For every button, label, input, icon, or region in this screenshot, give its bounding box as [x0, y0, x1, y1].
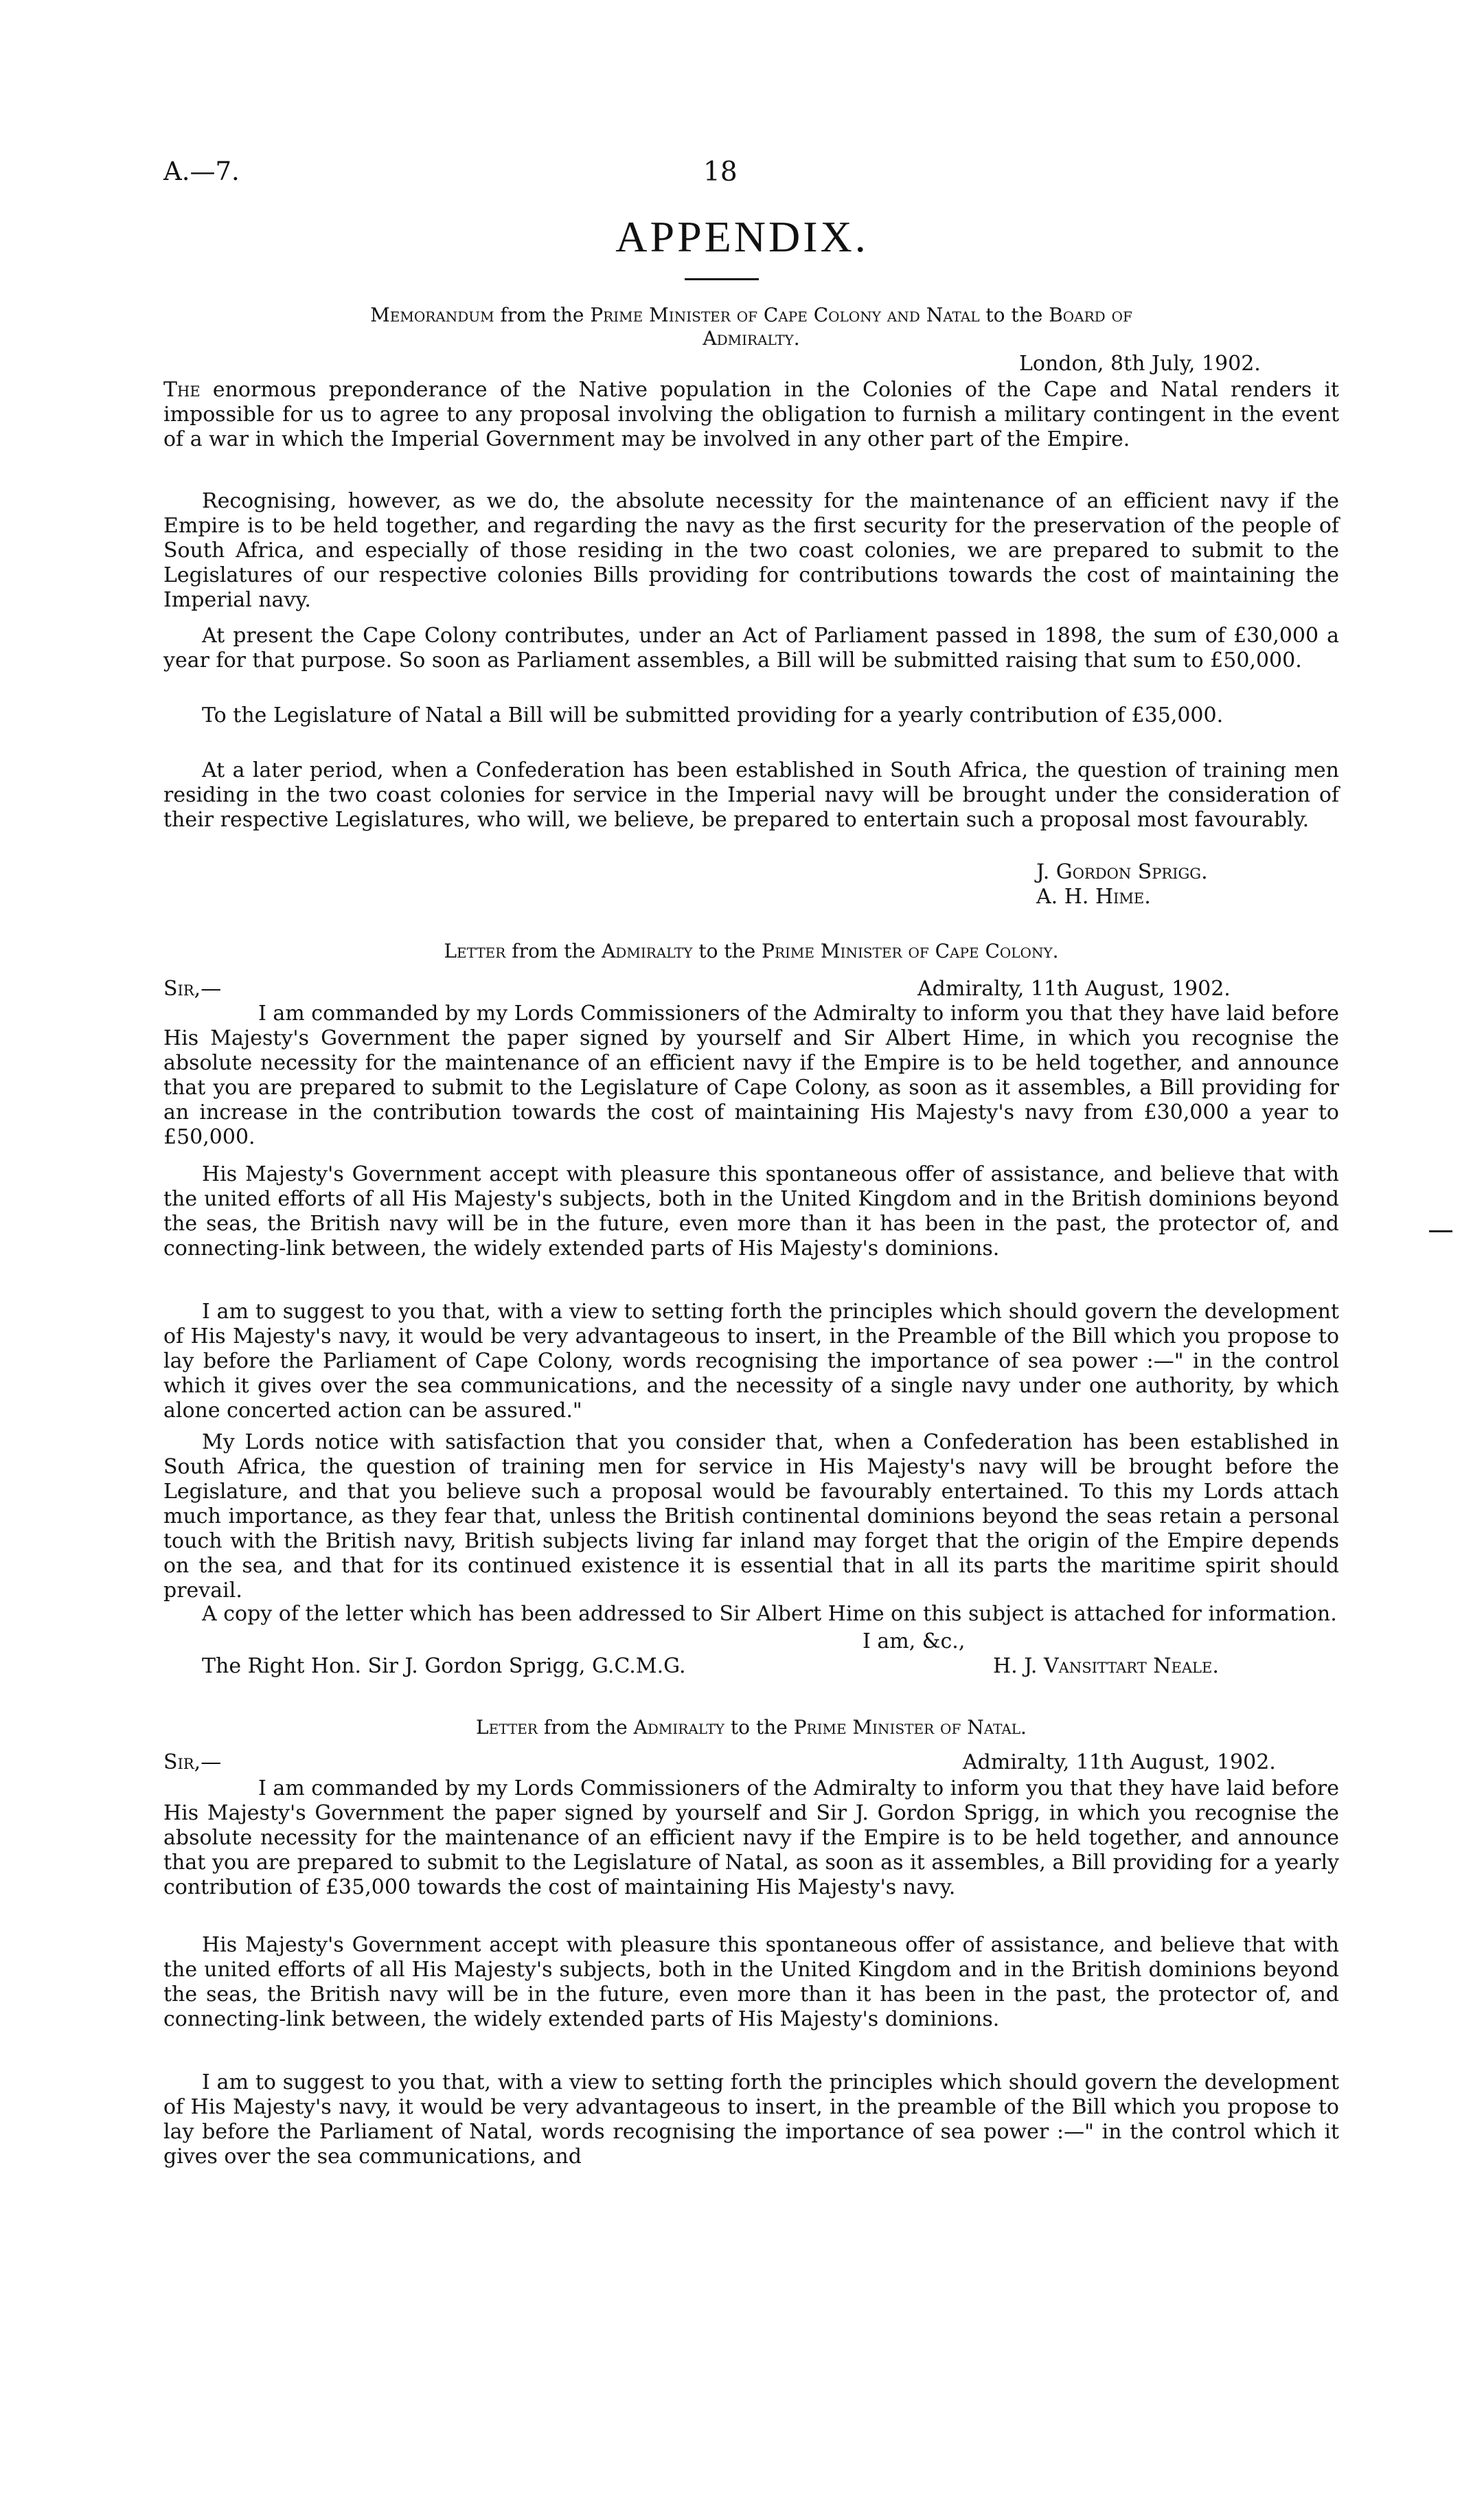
memo-dateline: London, 8th July, 1902.: [1019, 352, 1261, 376]
memo-paragraph-2: Recognising, however, as we do, the absolute necessity for the maintenance of an efficient navy if the Empire is to be held together, and regarding the navy as the first security for the preservation of the people of South Africa, and especially of those residing in the two coast colonies, we are prepared to submit to the Legislatures of our respective colonies Bills providing for contributions towards the cost of maintaining the Imperial navy.: [163, 489, 1339, 612]
memo-paragraph-5: At a later period, when a Confederation has been established in South Africa, the question of training men residing in the two coast colonies for service in the Imperial navy will be brought under the consideration of their respective Legislatures, who will, we believe, be prepared to entertain such a proposal most favourably.: [163, 758, 1339, 832]
letter1-heading: Letter from the Admiralty to the Prime Minister of Cape Colony.: [444, 940, 1059, 962]
letter1-paragraph-3: I am to suggest to you that, with a view to setting forth the principles which should govern the development of His Majesty's navy, it would be very advantageous to insert, in the Preamble of the Bill which you propose to lay before the Parliament of Cape Colony, words recognising the importance of sea power :—" in the control which it gives over the sea communications, and the necessity of a single navy under one authority, by which alone concerted action can be assured.": [163, 1300, 1339, 1423]
memo-heading: Memorandum from the Prime Minister of Cape Colony and Natal to the Board of Admiralty.: [370, 304, 1132, 350]
margin-mark: [1429, 1230, 1452, 1232]
page-title: APPENDIX.: [615, 212, 869, 261]
memo-paragraph-4: To the Legislature of Natal a Bill will be submitted providing for a yearly contribution of £35,000.: [202, 703, 1224, 727]
letter2-paragraph-2: His Majesty's Government accept with pleasure this spontaneous offer of assistance, and believe that with the united efforts of all His Majesty's subjects, both in the United Kingdom and in the British dominions beyond the seas, the British navy will be in the future, even more than it has been in the past, the protector of, and connecting-link between, the widely extended parts of His Majesty's dominions.: [163, 1933, 1339, 2031]
letter1-salutation: Sir,—: [163, 977, 222, 1001]
memo-paragraph-3: At present the Cape Colony contributes, under an Act of Parliament passed in 1898, the sum of £30,000 a year for that purpose. So soon as Parliament assembles, a Bill will be submitted raising that sum to £50,000.: [163, 624, 1339, 672]
title-rule: [685, 278, 759, 280]
letter1-addressee: The Right Hon. Sir J. Gordon Sprigg, G.C.M.G.: [202, 1654, 686, 1678]
letter1-paragraph-1: I am commanded by my Lords Commissioners of the Admiralty to inform you that they have laid before His Majesty's Government the paper signed by yourself and Sir Albert Hime, in which you recognise the absolute necessity for the maintenance of an efficient navy if the Empire is to be held together, and announce that you are prepared to submit to the Legislature of Cape Colony, as soon as it assembles, a Bill providing for an increase in the contribution towards the cost of maintaining His Majesty's navy from £30,000 a year to £50,000.: [163, 1002, 1339, 1149]
letter1-paragraph-2: His Majesty's Government accept with pleasure this spontaneous offer of assistance, and believe that with the united efforts of all His Majesty's subjects, both in the United Kingdom and in the British dominions beyond the seas, the British navy will be in the future, even more than it has been in the past, the protector of, and connecting-link between, the widely extended parts of His Majesty's dominions.: [163, 1162, 1339, 1260]
memo-signature-1: J. Gordon Sprigg.: [1036, 860, 1208, 884]
letter1-closing: I am, &c.,: [863, 1629, 966, 1653]
memo-paragraph-1: The enormous preponderance of the Native population in the Colonies of the Cape and Natal renders it impossible for us to agree to any proposal involving the obligation to furnish a military contingent in the event of a war in which the Imperial Government may be involved in any other part of the Empire.: [163, 378, 1339, 451]
letter2-dateline: Admiralty, 11th August, 1902.: [963, 1750, 1276, 1774]
document-reference: A.—7.: [163, 157, 240, 186]
letter1-paragraph-4: My Lords notice with satisfaction that you consider that, when a Confederation has been established in South Africa, the question of training men for service in His Majesty's navy will be brought before the Legislature, and that you believe such a proposal would be favourably entertained. To this my Lords attach much importance, as they fear that, unless the British continental dominions beyond the seas retain a personal touch with the British navy, British subjects living far inland may forget that the origin of the Empire depends on the sea, and that for its continued existence it is essential that in all its parts the maritime spirit should prevail.: [163, 1430, 1339, 1603]
letter2-paragraph-1: I am commanded by my Lords Commissioners of the Admiralty to inform you that they have laid before His Majesty's Government the paper signed by yourself and Sir J. Gordon Sprigg, in which you recognise the absolute necessity for the maintenance of an efficient navy if the Empire is to be held together, and announce that you are prepared to submit to the Legislature of Natal, as soon as it assembles, a Bill providing for a yearly contribution of £35,000 towards the cost of maintaining His Majesty's navy.: [163, 1776, 1339, 1899]
letter1-dateline: Admiralty, 11th August, 1902.: [917, 977, 1231, 1001]
letter2-salutation: Sir,—: [163, 1750, 222, 1774]
letter1-paragraph-5: A copy of the letter which has been addressed to Sir Albert Hime on this subject is attached for information.: [202, 1602, 1337, 1626]
letter2-heading: Letter from the Admiralty to the Prime Minister of Natal.: [476, 1716, 1027, 1739]
memo-signature-2: A. H. Hime.: [1036, 885, 1151, 909]
letter1-signature: H. J. Vansittart Neale.: [993, 1654, 1219, 1678]
letter2-paragraph-3: I am to suggest to you that, with a view to setting forth the principles which should govern the development of His Majesty's navy, it would be very advantageous to insert, in the preamble of the Bill which you propose to lay before the Parliament of Natal, words recognising the importance of sea power :—" in the control which it gives over the sea communications, and: [163, 2070, 1339, 2169]
page-number: 18: [703, 157, 738, 188]
